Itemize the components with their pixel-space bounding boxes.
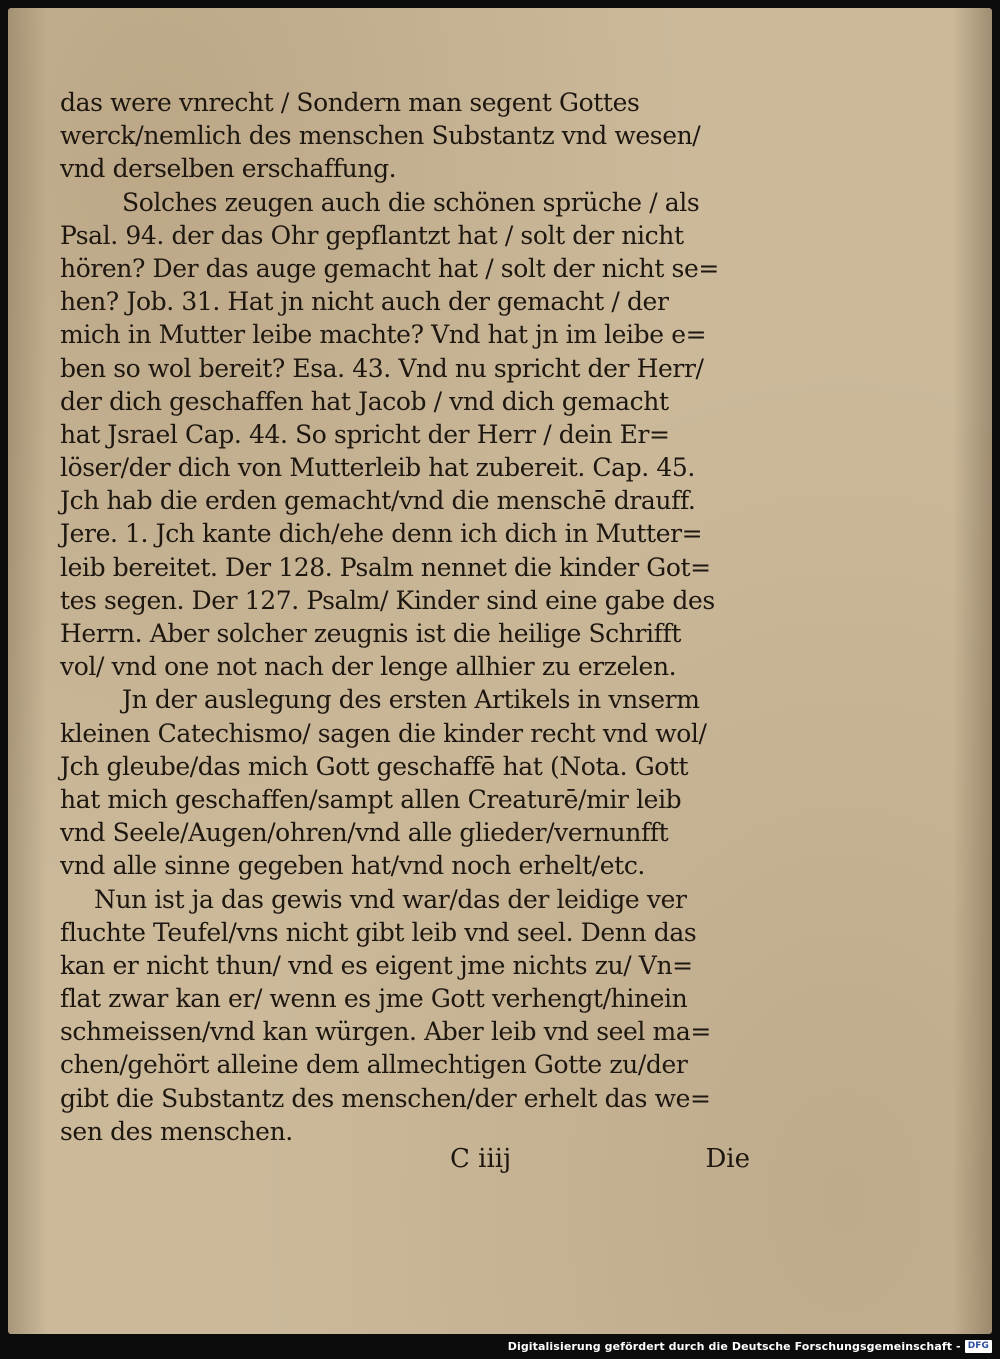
text-line: fluchte Teufel/vns nicht gibt leib vnd seel. Denn das bbox=[60, 917, 697, 947]
text-line: ben so wol bereit? Esa. 43. Vnd nu spricht der Herr/ bbox=[60, 353, 704, 383]
text-line: vnd Seele/Augen/ohren/vnd alle glieder/vernunfft bbox=[60, 818, 669, 848]
page-foot bbox=[60, 1144, 750, 1184]
text-line: vol/ vnd one not nach der lenge allhier zu erzelen. bbox=[60, 652, 677, 682]
text-line: das were vnrecht / Sondern man segent Gottes bbox=[60, 88, 640, 117]
text-line: der dich geschaffen hat Jacob / vnd dich gemacht bbox=[60, 386, 669, 416]
text-line: tes segen. Der 127. Psalm/ Kinder sind eine gabe des bbox=[60, 585, 715, 615]
text-line: hören? Der das auge gemacht hat / solt der nicht se= bbox=[60, 253, 719, 283]
text-line: Solches zeugen auch die schönen sprüche / als bbox=[122, 187, 700, 217]
text-line: kleinen Catechismo/ sagen die kinder recht vnd wol/ bbox=[60, 718, 707, 748]
text-line: hen? Job. 31. Hat jn nicht auch der gemacht / der bbox=[60, 287, 669, 317]
text-line: hat mich geschaffen/sampt allen Creaturē/mir leib bbox=[60, 784, 682, 814]
text-line: Jch hab die erden gemacht/vnd die menschē drauff. bbox=[60, 486, 696, 516]
text-line: hat Jsrael Cap. 44. So spricht der Herr / dein Er= bbox=[60, 419, 670, 449]
text-line: werck/nemlich des menschen Substantz vnd wesen/ bbox=[60, 121, 701, 151]
dfg-logo: DFG bbox=[965, 1340, 992, 1353]
text-line: vnd alle sinne gegeben hat/vnd noch erhelt/etc. bbox=[60, 851, 645, 881]
text-line: gibt die Substantz des menschen/der erhelt das we= bbox=[60, 1083, 711, 1113]
book-page bbox=[8, 8, 992, 1334]
text-line: Herrn. Aber solcher zeugnis ist die heilige Schrifft bbox=[60, 619, 681, 648]
text-line: Nun ist ja das gewis vnd war/das der leidige ver bbox=[94, 884, 687, 914]
text-line: Psal. 94. der das Ohr gepflantzt hat / solt der nicht bbox=[60, 220, 684, 250]
text-line: Jch gleube/das mich Gott geschaffē hat (Nota. Gott bbox=[60, 751, 689, 781]
credit-text: Digitalisierung gefördert durch die Deutsche Forschungsgemeinschaft - bbox=[507, 1339, 961, 1353]
catchword: Die bbox=[705, 1144, 750, 1174]
text-line: Jn der auslegung des ersten Artikels in vnserm bbox=[122, 685, 700, 715]
text-line: vnd derselben erschaffung. bbox=[60, 154, 397, 184]
signature-mark: C iiij bbox=[450, 1144, 512, 1174]
text-line: schmeissen/vnd kan würgen. Aber leib vnd seel ma= bbox=[60, 1017, 711, 1047]
text-line: löser/der dich von Mutterleib hat zubereit. Cap. 45. bbox=[60, 453, 695, 483]
page-text bbox=[60, 86, 750, 1148]
text-line: flat zwar kan er/ wenn es jme Gott verhengt/hinein bbox=[60, 984, 688, 1014]
text-line: sen des menschen. bbox=[60, 1116, 293, 1146]
text-line: Jere. 1. Jch kante dich/ehe denn ich dich in Mutter= bbox=[60, 519, 703, 549]
text-line: mich in Mutter leibe machte? Vnd hat jn im leibe e= bbox=[60, 320, 707, 350]
text-line: chen/gehört alleine dem allmechtigen Gotte zu/der bbox=[60, 1050, 688, 1080]
text-line: kan er nicht thun/ vnd es eigent jme nichts zu/ Vn= bbox=[60, 950, 693, 980]
digitization-credit bbox=[508, 1337, 992, 1355]
text-line: leib bereitet. Der 128. Psalm nennet die kinder Got= bbox=[60, 552, 711, 582]
